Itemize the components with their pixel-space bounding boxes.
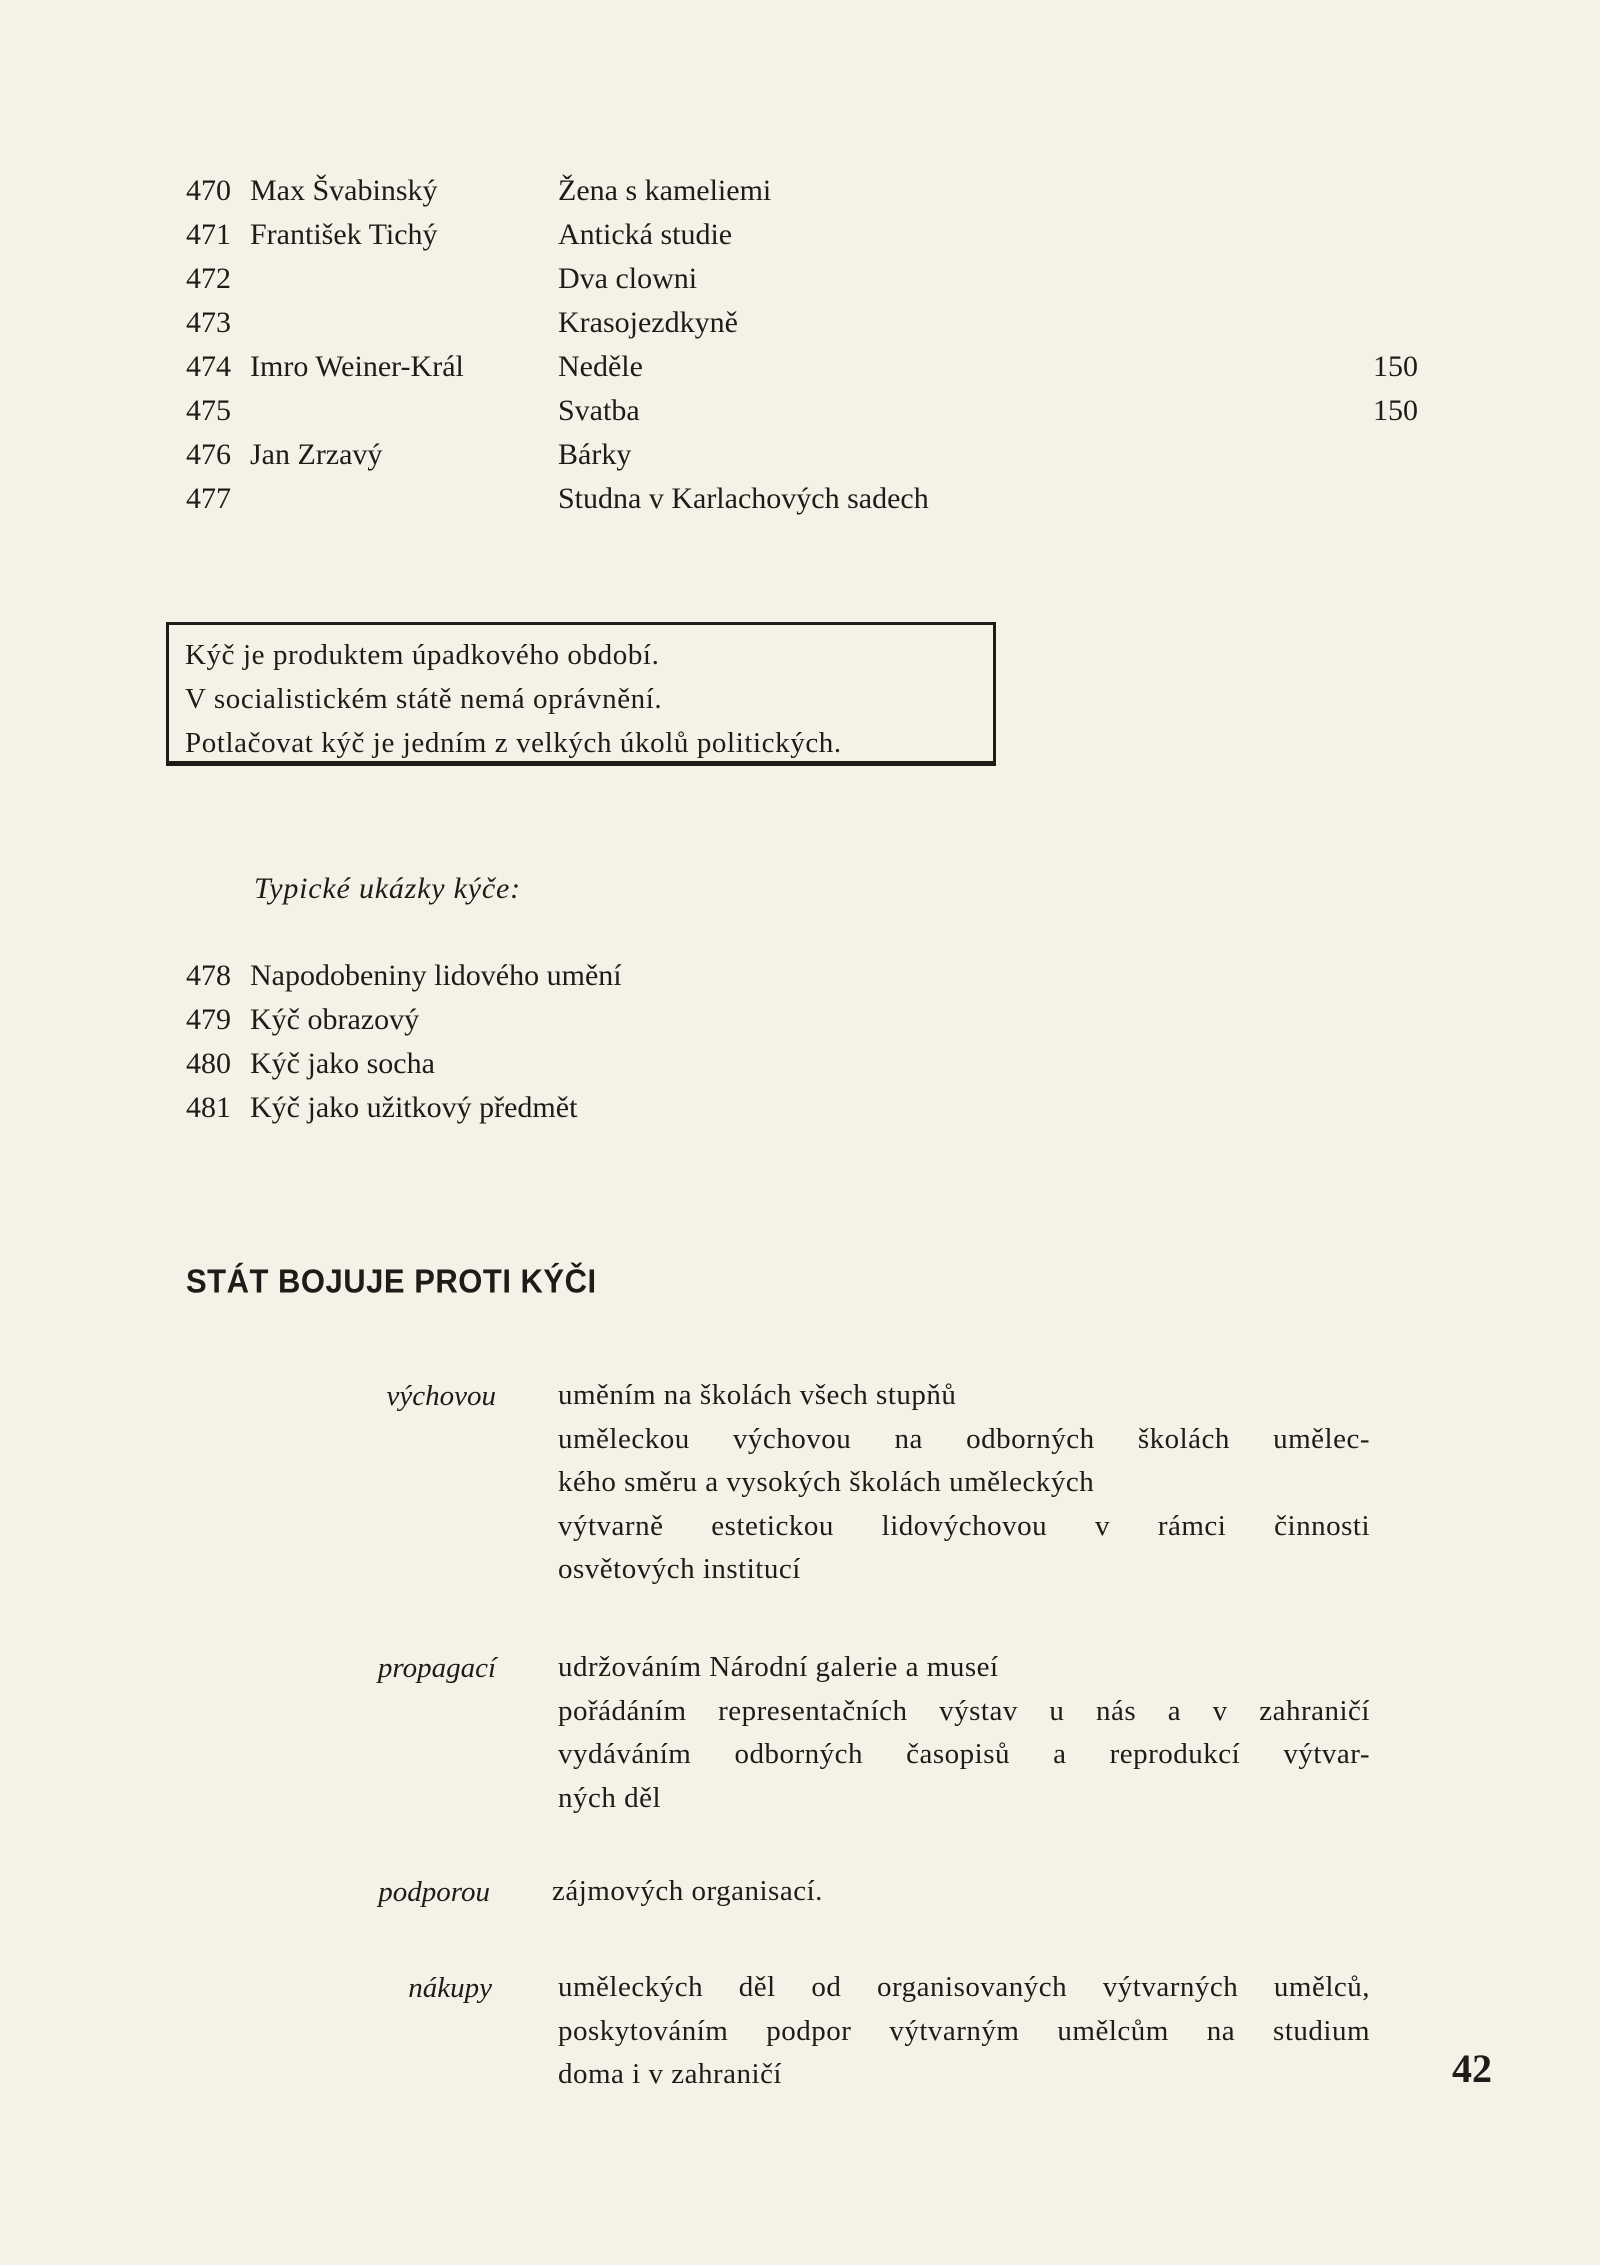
method-label: propagací [377,1652,496,1684]
artist-name: Max Švabinský [250,174,438,207]
method-line: uměním na školách všech stupňů [558,1379,957,1411]
artwork-title: Neděle [558,350,643,383]
catalogue-number: 480 [186,1047,231,1080]
catalogue-number: 470 [186,174,231,207]
artist-name: Imro Weiner-Král [250,350,464,383]
method-label: výchovou [386,1380,496,1412]
example-text: Napodobeniny lidového umění [250,959,622,992]
catalogue-number: 472 [186,262,231,295]
list-item [186,954,622,998]
page-number: 42 [1452,2046,1492,2091]
artist-name: Jan Zrzavý [250,438,383,471]
method-line: osvětových institucí [558,1553,801,1585]
list-item [186,1042,435,1086]
example-text: Kýč jako užitkový předmět [250,1091,578,1124]
list-item [186,1086,577,1130]
catalogue-number: 471 [186,218,231,251]
method-line: doma i v zahraničí [558,2058,782,2090]
method-line: uměleckou výchovou na odborných školách umělec- [558,1422,1370,1455]
method-label: podporou [378,1876,490,1908]
method-line: vydáváním odborných časopisů a reprodukcí výtvar- [558,1738,1370,1770]
method-line: ných děl [558,1781,662,1814]
examples-heading: Typické ukázky kýče: [254,872,521,905]
artwork-title: Krasojezdkyně [558,306,738,339]
method-line: udržováním Národní galerie a museí [558,1651,999,1683]
catalogue-number: 476 [186,438,231,471]
artwork-title: Studna v Karlachových sadech [558,482,929,515]
method-line: pořádáním representačních výstav u nás a v zahraničí [558,1694,1370,1727]
quote-line: Kýč je produktem úpadkového období. [185,639,660,671]
method-description [558,1646,1370,1820]
method-description [552,1870,1364,1914]
quote-box [166,622,996,766]
catalogue-number: 473 [186,306,231,339]
catalogue-number: 475 [186,394,231,427]
catalogue-number: 477 [186,482,231,515]
method-line: kého směru a vysokých školách uměleckých [558,1466,1095,1498]
method-description [558,1374,1370,1592]
method-line: poskytováním podpor výtvarným umělcům na studium [558,2014,1370,2047]
method-line: uměleckých děl od organisovaných výtvarných umělců, [558,1971,1370,2003]
artwork-title: Svatba [558,394,640,427]
artwork-title: Žena s kameliemi [558,174,772,207]
artwork-price: 150 [1373,394,1418,427]
method-line: zájmových organisací. [552,1875,823,1907]
example-text: Kýč obrazový [250,1003,420,1036]
method-line: výtvarně estetickou lidovýchovou v rámci činnosti [558,1509,1370,1542]
method-description [558,1966,1370,2097]
example-text: Kýč jako socha [250,1047,435,1080]
artwork-price: 150 [1373,350,1418,383]
list-item [186,998,419,1042]
catalogue-number: 474 [186,350,231,383]
artist-name: František Tichý [250,218,438,251]
catalogue-number: 478 [186,959,231,992]
artwork-title: Bárky [558,438,632,471]
artwork-title: Antická studie [558,218,733,251]
quote-line: Potlačovat kýč je jedním z velkých úkolů politických. [185,727,842,759]
method-label: nákupy [408,1972,492,2004]
catalogue-number: 479 [186,1003,231,1036]
catalogue-number: 481 [186,1091,231,1124]
quote-line: V socialistickém státě nemá oprávnění. [185,683,663,715]
section-heading: STÁT BOJUJE PROTI KÝČI [186,1262,597,1301]
artwork-title: Dva clowni [558,262,698,295]
